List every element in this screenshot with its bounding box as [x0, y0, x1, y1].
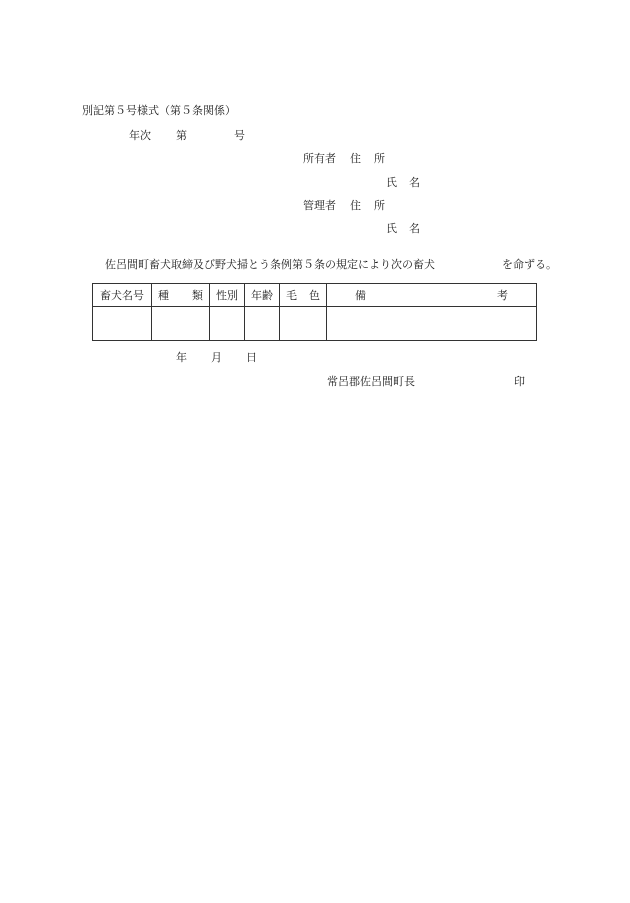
owner-address-b: 所: [374, 152, 385, 165]
col-dog-name: 畜犬名号: [93, 284, 152, 307]
col-remarks-a: 備: [355, 289, 366, 302]
owner-role: 所有者: [303, 152, 336, 165]
cell-sex: [210, 307, 245, 341]
table-row: [93, 307, 537, 341]
col-remarks: [327, 284, 537, 307]
col-remarks-b: 考: [497, 289, 508, 302]
number-dai: 第: [176, 129, 187, 142]
number-year: 年次: [129, 129, 151, 142]
col-breed-b: 類: [192, 289, 203, 302]
date-day: 日: [246, 351, 257, 364]
number-go: 号: [234, 129, 245, 142]
cell-dog-name: [93, 307, 152, 341]
cell-breed: [152, 307, 210, 341]
owner-name-b: 名: [409, 176, 420, 189]
col-coat-a: 毛: [286, 289, 297, 302]
seal-mark: 印: [514, 375, 525, 388]
order-text-end: を命ずる。: [502, 258, 557, 271]
issuer-name: 常呂郡佐呂間町長: [327, 375, 415, 388]
table-header-row: [93, 284, 537, 307]
col-breed: [152, 284, 210, 307]
manager-address-a: 住: [350, 199, 361, 212]
col-age: 年齢: [245, 284, 280, 307]
owner-name-a: 氏: [386, 176, 397, 189]
manager-address-b: 所: [374, 199, 385, 212]
date-month: 月: [211, 351, 222, 364]
col-coat-b: 色: [309, 289, 320, 302]
dog-table: [92, 283, 537, 341]
col-coat: [280, 284, 327, 307]
cell-age: [245, 307, 280, 341]
manager-name-a: 氏: [386, 222, 397, 235]
date-year: 年: [176, 351, 187, 364]
manager-role: 管理者: [303, 199, 336, 212]
cell-remarks: [327, 307, 537, 341]
cell-coat: [280, 307, 327, 341]
order-text-main: 佐呂間町畜犬取締及び野犬掃とう条例第５条の規定により次の畜犬: [105, 258, 435, 271]
manager-name-b: 名: [409, 222, 420, 235]
col-sex: 性別: [210, 284, 245, 307]
owner-address-a: 住: [350, 152, 361, 165]
form-header: 別記第５号様式（第５条関係）: [82, 104, 236, 117]
col-breed-a: 種: [158, 289, 169, 302]
